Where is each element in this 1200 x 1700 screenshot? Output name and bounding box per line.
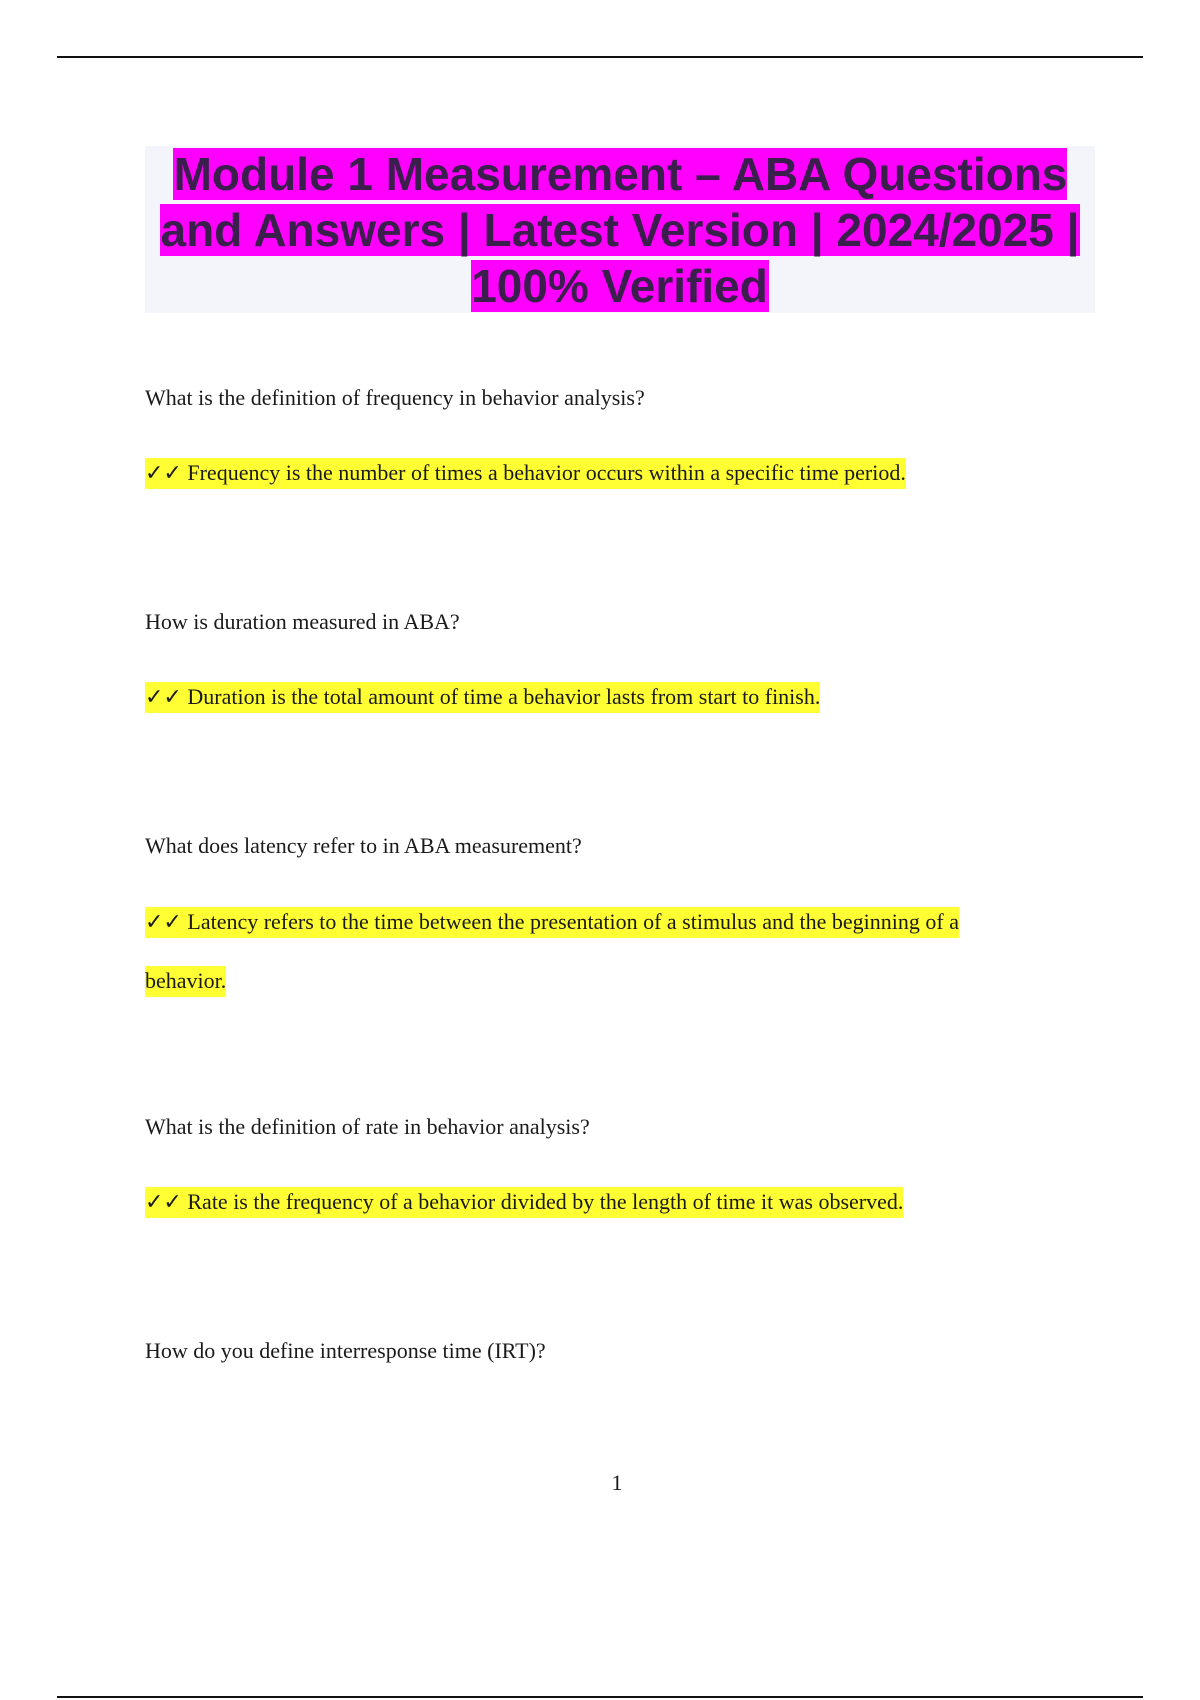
checkmark-icon: ✓✓ [145, 461, 182, 486]
answer-text: Duration is the total amount of time a behavior lasts from start to finish. [187, 684, 821, 709]
document-title [145, 146, 1095, 314]
checkmark-icon: ✓✓ [145, 910, 182, 935]
answer-frequency [145, 444, 1045, 503]
answer-latency [145, 893, 1045, 1010]
answer-rate [145, 1173, 1045, 1232]
question-latency: What does latency refer to in ABA measurement? [145, 833, 582, 858]
question-irt: How do you define interresponse time (IRT)? [145, 1338, 546, 1363]
title-block [145, 146, 1095, 313]
answer-text: Frequency is the number of times a behavior occurs within a specific time period. [187, 460, 906, 485]
answer-text: Latency refers to the time between the presentation of a stimulus and the beginning of a behavior. [145, 909, 959, 993]
checkmark-icon: ✓✓ [145, 685, 182, 710]
checkmark-icon: ✓✓ [145, 1190, 182, 1215]
answer-text: Rate is the frequency of a behavior divided by the length of time it was observed. [187, 1189, 904, 1214]
question-rate: What is the definition of rate in behavior analysis? [145, 1114, 590, 1139]
header-rule [57, 56, 1143, 58]
answer-duration [145, 668, 1045, 727]
page-number: 1 [611, 1470, 623, 1495]
question-frequency: What is the definition of frequency in behavior analysis? [145, 385, 645, 410]
footer-rule [57, 1696, 1143, 1698]
title-highlight: Module 1 Measurement – ABA Questions and Answers | Latest Version | 2024/2025 | 100% Verified [160, 148, 1080, 312]
question-duration: How is duration measured in ABA? [145, 609, 460, 634]
